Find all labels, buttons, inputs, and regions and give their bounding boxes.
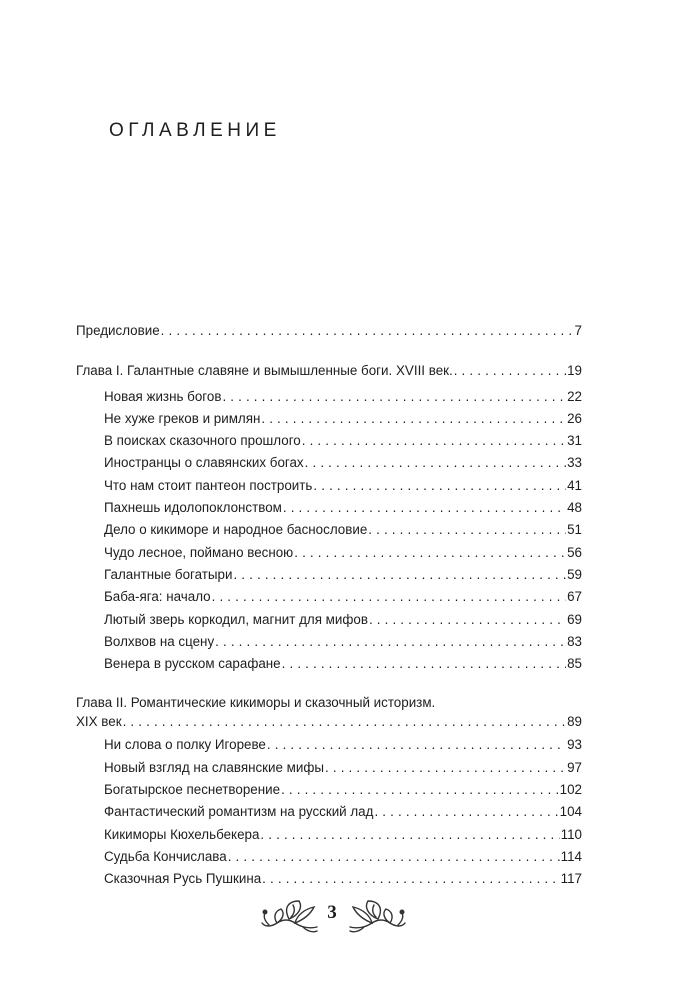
toc-entry-title-line-1: Глава II. Романтические кикиморы и сказочный историзм.	[76, 695, 436, 711]
toc-entry-page: 26	[567, 410, 582, 426]
toc-entry-title: Ни слова о полку Игореве	[104, 737, 266, 753]
toc-entry-title: Волхвов на сцену	[104, 633, 215, 649]
toc-entry-section[interactable]	[76, 430, 582, 452]
dot-leader	[261, 408, 566, 430]
toc-entry-title: Новый взгляд на славянские мифы	[104, 759, 325, 775]
toc-entry-title: Предисловие	[76, 323, 160, 338]
dot-leader	[228, 846, 560, 868]
toc-entry-page: 33	[567, 455, 582, 471]
toc-entry-preface[interactable]	[76, 320, 582, 342]
toc-entry-page: 114	[560, 848, 582, 864]
toc-entry-section[interactable]	[76, 408, 582, 430]
chapter-1-sections	[76, 386, 582, 676]
chapter-2-sections	[76, 734, 582, 890]
toc-entry-title: Лютый зверь коркодил, магнит для мифов	[104, 611, 368, 627]
dot-leader	[283, 497, 566, 519]
chapter-2	[76, 693, 582, 890]
dot-leader	[262, 868, 559, 890]
dot-leader	[260, 824, 559, 846]
dot-leader	[313, 475, 566, 497]
dot-leader	[281, 779, 559, 801]
dot-leader	[212, 586, 566, 608]
toc-entry-title: Дело о кикиморе и народное баснословие	[104, 522, 368, 538]
dot-leader	[222, 386, 566, 408]
toc-entry-title: Венера в русском сарафане	[104, 656, 281, 672]
dot-leader	[374, 801, 558, 823]
toc-entry-title: Галантные богатыри	[104, 566, 233, 582]
toc-entry-title: Не хуже греков и римлян	[104, 410, 261, 426]
toc-entry-title: Баба-яга: начало	[104, 589, 211, 605]
dot-leader	[368, 519, 566, 541]
toc-entry-page: 41	[567, 477, 582, 493]
toc-entry-title: Что нам стоит пантеон построить	[104, 477, 313, 493]
leaf-ornament-right-icon	[348, 897, 408, 935]
page-title: ОГЛАВЛЕНИЕ	[109, 120, 281, 141]
leaf-ornament-left-icon	[259, 897, 319, 935]
toc-entry-section[interactable]	[76, 609, 582, 631]
toc-entry-section[interactable]	[76, 779, 582, 801]
toc-entry-title: Фантастический романтизм на русский лад	[104, 804, 374, 820]
toc-entry-title: Новая жизнь богов	[104, 388, 222, 404]
toc-entry-section[interactable]	[76, 586, 582, 608]
dot-leader	[233, 564, 566, 586]
table-of-contents	[76, 320, 582, 891]
toc-entry-page: 31	[567, 433, 582, 449]
dot-leader	[454, 360, 566, 382]
dot-leader	[267, 734, 566, 756]
toc-entry-title: Чудо лесное, поймано весною	[104, 544, 294, 560]
dot-leader	[215, 631, 566, 653]
toc-entry-page: 83	[567, 633, 582, 649]
toc-entry-section[interactable]	[76, 564, 582, 586]
toc-entry-section[interactable]	[76, 519, 582, 541]
toc-entry-page: 104	[559, 804, 582, 820]
dot-leader	[325, 757, 566, 779]
toc-entry-page: 89	[567, 714, 582, 730]
page-number: 3	[327, 902, 337, 923]
toc-entry-section[interactable]	[76, 801, 582, 823]
toc-entry-page: 59	[567, 566, 582, 582]
toc-entry-section[interactable]	[76, 475, 582, 497]
toc-entry-page: 85	[567, 656, 582, 672]
toc-entry-page: 19	[567, 363, 582, 379]
toc-entry-page: 48	[567, 500, 582, 516]
dot-leader	[302, 430, 566, 452]
toc-entry-section[interactable]	[76, 386, 582, 408]
toc-entry-title-line-2	[76, 712, 582, 731]
toc-entry-title: Глава I. Галантные славяне и вымышленные боги. XVIII век.	[76, 363, 453, 379]
toc-entry-section[interactable]	[76, 868, 582, 890]
dot-leader	[123, 712, 567, 731]
dot-leader	[282, 653, 566, 675]
dot-leader	[305, 452, 566, 474]
toc-entry-page: 102	[559, 782, 582, 798]
toc-entry-chapter-1[interactable]	[76, 360, 582, 382]
toc-entry-page: 110	[560, 826, 582, 842]
chapter-1	[76, 360, 582, 675]
toc-entry-section[interactable]	[76, 824, 582, 846]
toc-entry-page: 51	[567, 522, 582, 538]
dot-leader	[369, 609, 566, 631]
toc-entry-section[interactable]	[76, 631, 582, 653]
toc-entry-title: В поисках сказочного прошлого	[104, 433, 301, 449]
toc-entry-section[interactable]	[76, 653, 582, 675]
toc-entry-section[interactable]	[76, 542, 582, 564]
toc-entry-section[interactable]	[76, 734, 582, 756]
toc-entry-title: Кикиморы Кюхельбекера	[104, 826, 260, 842]
toc-entry-title: Судьба Кончислава	[104, 848, 227, 864]
dot-leader	[294, 542, 566, 564]
dot-leader	[161, 320, 574, 342]
toc-entry-section[interactable]	[76, 757, 582, 779]
toc-entry-title: Богатырское песнетворение	[104, 782, 281, 798]
toc-entry-page: 22	[567, 388, 582, 404]
toc-entry-section[interactable]	[76, 846, 582, 868]
toc-entry-chapter-2[interactable]	[76, 693, 582, 731]
toc-entry-page: 7	[574, 323, 582, 338]
toc-entry-page: 117	[560, 871, 582, 887]
toc-entry-section[interactable]	[76, 497, 582, 519]
toc-entry-page: 93	[567, 737, 582, 753]
toc-entry-title: Пахнешь идолопоклонством	[104, 500, 282, 516]
toc-entry-title: Иностранцы о славянских богах	[104, 455, 304, 471]
toc-entry-page: 69	[567, 611, 582, 627]
toc-entry-title: XIX век	[76, 714, 122, 730]
toc-entry-title: Сказочная Русь Пушкина	[104, 871, 262, 887]
toc-entry-page: 56	[567, 544, 582, 560]
toc-entry-section[interactable]	[76, 452, 582, 474]
toc-entry-page: 67	[567, 589, 582, 605]
toc-entry-page: 97	[567, 759, 582, 775]
page-footer	[0, 895, 681, 945]
